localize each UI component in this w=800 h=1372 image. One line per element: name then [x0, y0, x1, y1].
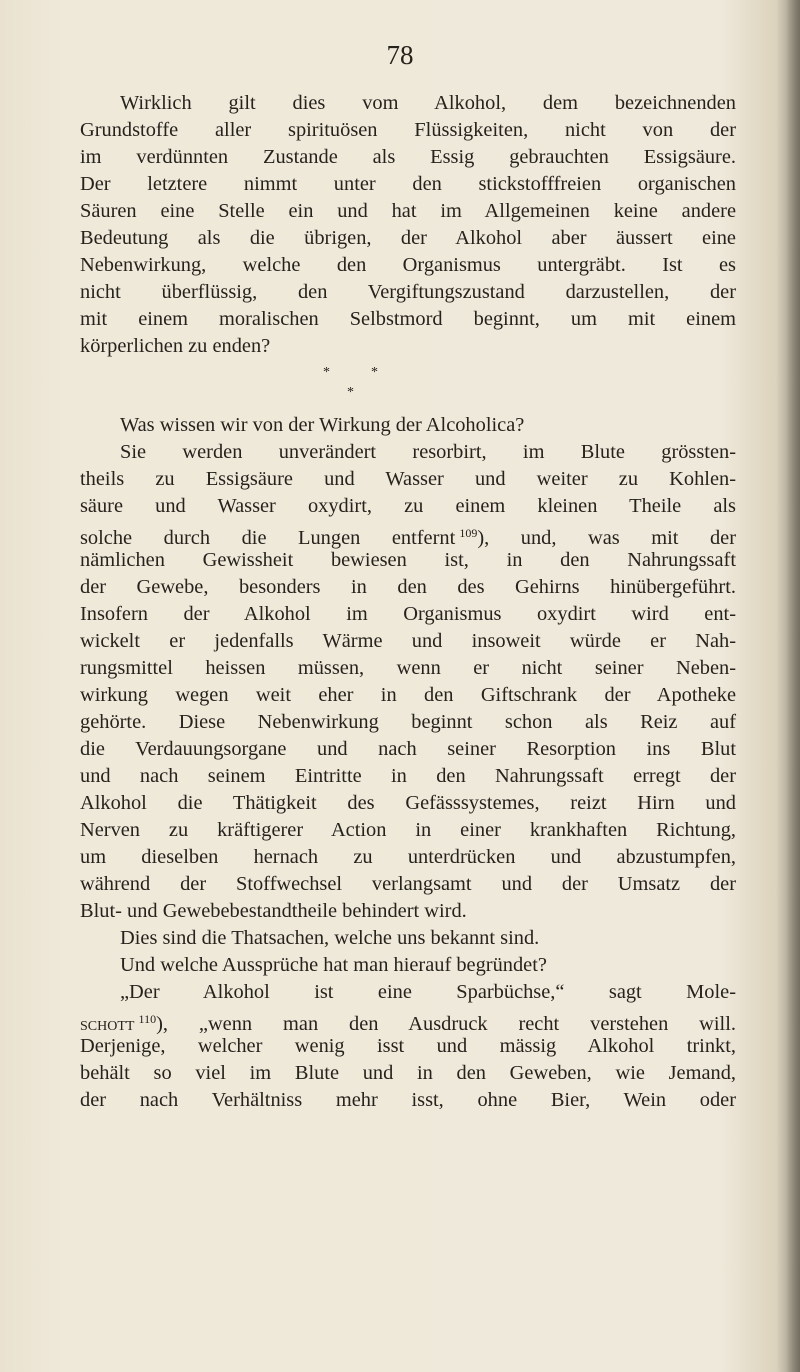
asterisk: * — [323, 365, 330, 380]
text-line: Der letztere nimmt unter den stickstofffreien organischen — [80, 173, 736, 195]
text-line: der nach Verhältniss mehr isst, ohne Bier, Wein oder — [80, 1089, 736, 1111]
text-line: rungsmittel heissen müssen, wenn er nicht seiner Neben- — [80, 657, 736, 679]
text-line: Dies sind die Thatsachen, welche uns bekannt sind. — [120, 927, 540, 949]
text-line: Säuren eine Stelle ein und hat im Allgemeinen keine andere — [80, 200, 736, 222]
text-line: Nerven zu kräftigerer Action in einer krankhaften Richtung, — [80, 819, 736, 841]
text-line-with-footnote — [80, 1006, 736, 1033]
text-line: mit einem moralischen Selbstmord beginnt, um mit einem — [80, 308, 736, 330]
page-edge-shadow — [786, 0, 800, 1372]
text-line: und nach seinem Eintritte in den Nahrungssaft erregt der — [80, 765, 736, 787]
line-text: solche durch die Lungen entfernt — [80, 527, 456, 549]
text-line: wirkung wegen weit eher in den Giftschrank der Apotheke — [80, 684, 736, 706]
text-line: nicht überflüssig, den Vergiftungszustand darzustellen, der — [80, 281, 736, 303]
text-line: Alkohol die Thätigkeit des Gefässsystemes, reizt Hirn und — [80, 792, 736, 814]
author-name: schott — [80, 1013, 135, 1035]
text-line: theils zu Essigsäure und Wasser und weiter zu Kohlen- — [80, 468, 736, 490]
text-line: Insofern der Alkohol im Organismus oxydirt wird ent- — [80, 603, 736, 625]
asterisk: * — [347, 385, 354, 400]
text-line: Sie werden unverändert resorbirt, im Blute grössten- — [120, 441, 736, 463]
text-line: die Verdauungsorgane und nach seiner Resorption ins Blut — [80, 738, 736, 760]
text-line: „Der Alkohol ist eine Sparbüchse,“ sagt Mole- — [120, 981, 736, 1003]
text-line: um dieselben hernach zu unterdrücken und abzustumpfen, — [80, 846, 736, 868]
text-line: während der Stoffwechsel verlangsamt und der Umsatz der — [80, 873, 736, 895]
text-line: behält so viel im Blute und in den Geweben, wie Jemand, — [80, 1062, 736, 1084]
line-text: ), „wenn man den Ausdruck recht verstehen will. — [156, 1013, 736, 1035]
text-line-with-footnote — [80, 520, 736, 547]
section-separator — [80, 362, 736, 406]
text-line: Wirklich gilt dies vom Alkohol, dem bezeichnenden — [120, 92, 736, 114]
text-line: Nebenwirkung, welche den Organismus untergräbt. Ist es — [80, 254, 736, 276]
text-line: der Gewebe, besonders in den des Gehirns hinübergeführt. — [80, 576, 736, 598]
footnote-marker: 109 — [459, 526, 478, 540]
text-line: wickelt er jedenfalls Wärme und insoweit würde er Nah- — [80, 630, 736, 652]
text-line: Und welche Aussprüche hat man hierauf begründet? — [120, 954, 547, 976]
page-number: 78 — [386, 40, 414, 70]
text-line: gehörte. Diese Nebenwirkung beginnt schon als Reiz auf — [80, 711, 736, 733]
text-line: Blut- und Gewebebestandtheile behindert wird. — [80, 900, 467, 922]
text-line: Derjenige, welcher wenig isst und mässig Alkohol trinkt, — [80, 1035, 736, 1057]
text-line: im verdünnten Zustande als Essig gebrauchten Essigsäure. — [80, 146, 736, 168]
text-line: Grundstoffe aller spirituösen Flüssigkeiten, nicht von der — [80, 119, 736, 141]
text-line: säure und Wasser oxydirt, zu einem kleinen Theile als — [80, 495, 736, 517]
body-text — [80, 90, 736, 1114]
asterisk: * — [371, 365, 378, 380]
text-line: Was wissen wir von der Wirkung der Alcoholica? — [120, 414, 525, 436]
text-line: Bedeutung als die übrigen, der Alkohol aber äussert eine — [80, 227, 736, 249]
line-text: ), und, was mit der — [477, 527, 737, 549]
text-line: nämlichen Gewissheit bewiesen ist, in den Nahrungssaft — [80, 549, 736, 571]
footnote-marker: 110 — [138, 1012, 157, 1026]
text-line: körperlichen zu enden? — [80, 335, 271, 357]
